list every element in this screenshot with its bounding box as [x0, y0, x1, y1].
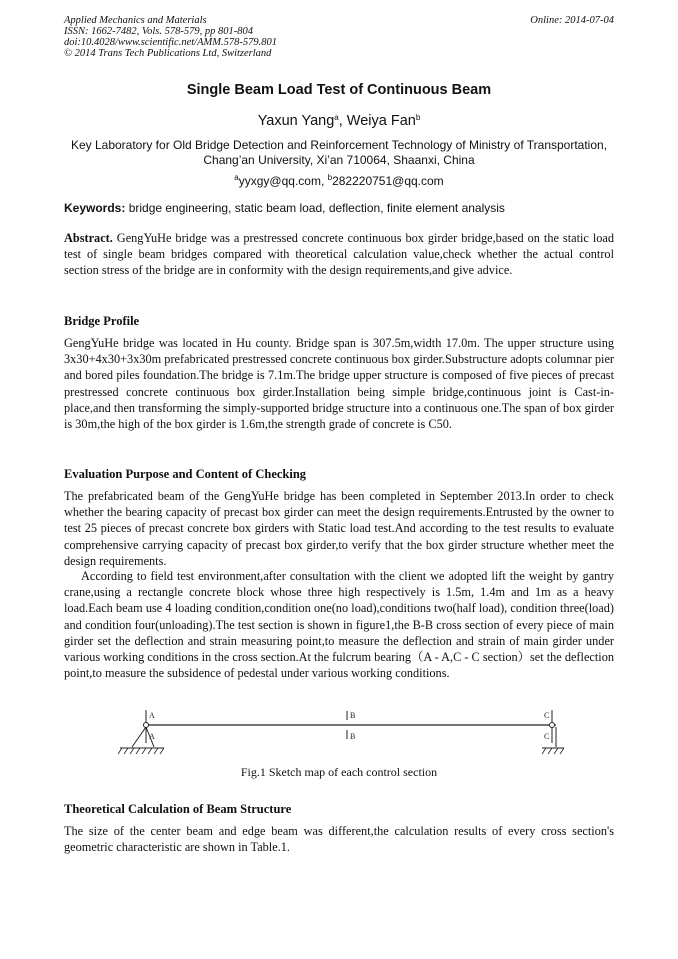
- abstract-text: GengYuHe bridge was a prestressed concrete continuous box girder bridge,based on the static load test of single beam bridges compared with theoretical calculation value,check whether the actual control section stress of the bridge are in conformity with the design requirements,and give advice.: [64, 231, 614, 278]
- section-label-b: B: [350, 732, 356, 741]
- section-label-a: A: [149, 711, 155, 720]
- affiliation: Key Laboratory for Old Bridge Detection and Reinforcement Technology of Ministry of Transportation, Chang’an University, Xi’an 710064, Shaanxi, China: [70, 138, 608, 167]
- right-ground-hatch: [542, 748, 564, 754]
- email-line: [0, 174, 678, 188]
- email-superscript: a: [234, 173, 239, 182]
- section-heading: Bridge Profile: [64, 314, 140, 328]
- journal-name: Applied Mechanics and Materials: [64, 15, 207, 26]
- keywords-label: Keywords:: [64, 201, 126, 215]
- author-superscript: a: [334, 113, 339, 122]
- left-ground-hatch: [118, 748, 164, 754]
- journal-header: [64, 15, 277, 59]
- paper-title: Single Beam Load Test of Continuous Beam: [186, 82, 492, 98]
- abstract-label: Abstract.: [64, 231, 113, 245]
- body-paragraph: According to field test environment,after consultation with the client we adopted lift the weight by gantry crane,using a rectangle concrete block whose three high respectively is 1.5m, 1.4m and 1m as a heavy load.Each beam use 4 loading condition,condition one(no load),conditions two(half load), condition three(load) and condition four(unloading).The test section is shown in figure1,the B-B cross section of every piece of main girder set the deflection and strain measuring point,to measure the deflection and strain of main girder under various working conditions in the cross section.At the fulcrum bearing（A - A,C - C section）set the deflection point,to measure the subsidence of pedestal under various working conditions.: [64, 569, 614, 681]
- body-paragraph: GengYuHe bridge was located in Hu county. Bridge span is 307.5m,width 17.0m. The upper structure using 3x30+4x30+3x30m prefabricated prestressed concrete continuous box girder.Substructure adopts columnar pier and bored piles foundation.The bridge is 7.1m.The bridge upper structure is composed of five pieces of precast prestressed concrete continuous box girder.Installation being simple bridge,continuous joint is Cast-in-place,and then transforming the simply-supported bridge structure into a continuous one.The span of box girder is 30m,the high of the box girder is 1.6m,the strength grade of concrete is C50.: [64, 336, 614, 432]
- section-label-a: A: [149, 732, 155, 741]
- keywords-text: bridge engineering, static beam load, deflection, finite element analysis: [125, 201, 505, 215]
- section-label-c: C: [544, 711, 550, 720]
- author-name: Yaxun Yang: [257, 113, 335, 129]
- abstract: [64, 230, 614, 279]
- email-address: yyxgy@qq.com,: [238, 174, 328, 188]
- doi-line: doi:10.4028/www.scientific.net/AMM.578-579.801: [64, 37, 277, 48]
- author-line: [0, 113, 678, 129]
- body-paragraph: The prefabricated beam of the GengYuHe bridge has been completed in September 2013.In order to check whether the bearing capacity of precast box girder can meet the design requirements.Entrusted by the owner to test 25 pieces of precast concrete box girders with Static load test.And according to the test results to evaluate comprehensive carrying capacity of precast box girder,to verify that the box girder structure whether meet the design requirements.: [64, 489, 614, 568]
- author-separator: ,: [338, 113, 347, 129]
- left-support-strut: [132, 727, 146, 747]
- author-superscript: b: [415, 113, 421, 122]
- copyright-line: © 2014 Trans Tech Publications Ltd, Switzerland: [64, 48, 272, 59]
- control-section-sketch: [110, 705, 580, 760]
- author-name: Weiya Fan: [346, 113, 416, 129]
- section-label-b: B: [350, 711, 356, 720]
- right-pin-joint: [550, 723, 555, 728]
- issn-line: ISSN: 1662-7482, Vols. 578-579, pp 801-804: [64, 26, 253, 37]
- body-paragraph: The size of the center beam and edge beam was different,the calculation results of every cross section's geometric characteristic are shown in Table.1.: [64, 824, 614, 855]
- email-superscript: b: [327, 173, 333, 182]
- section-heading: Theoretical Calculation of Beam Structure: [64, 802, 292, 816]
- figure-caption: Fig.1 Sketch map of each control section: [240, 765, 438, 779]
- section-heading: Evaluation Purpose and Content of Checking: [64, 467, 307, 481]
- keywords: [64, 201, 614, 215]
- email-address: 282220751@qq.com: [332, 174, 444, 188]
- left-pin-joint: [144, 723, 149, 728]
- section-label-c: C: [544, 732, 550, 741]
- online-date: Online: 2014-07-04: [530, 15, 614, 26]
